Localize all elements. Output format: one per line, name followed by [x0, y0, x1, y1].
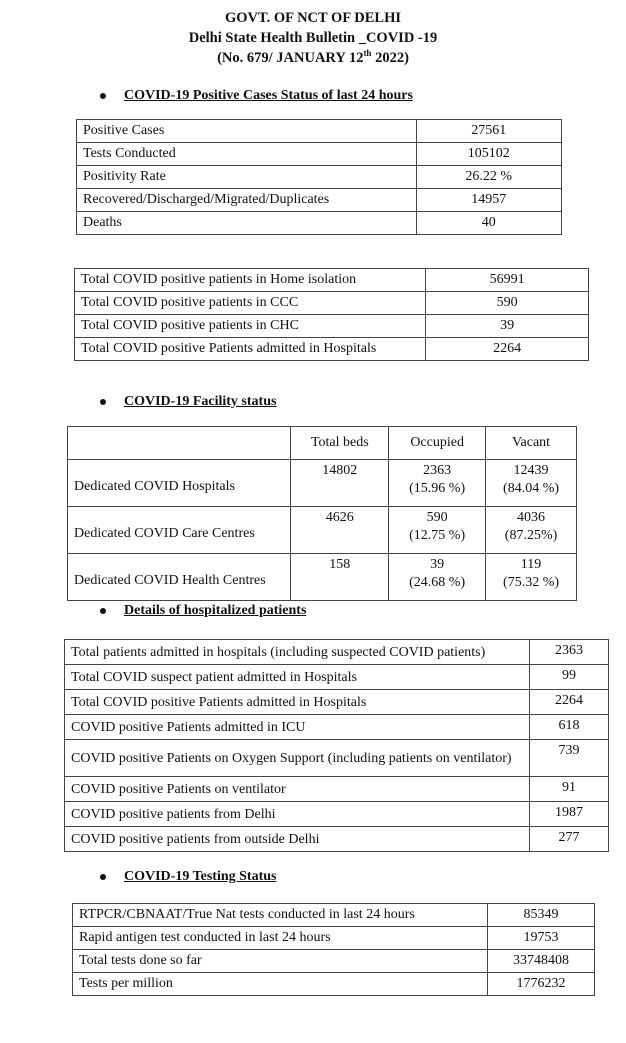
- section-hospitalized-heading: Details of hospitalized patients: [100, 603, 306, 619]
- table-row: Rapid antigen test conducted in last 24 hours 19753: [73, 927, 595, 950]
- table-row: Recovered/Discharged/Migrated/Duplicates 14957: [77, 189, 562, 212]
- table-row: COVID positive Patients on ventilator 91: [65, 777, 609, 802]
- bulletin-header: [0, 8, 626, 68]
- header-bulletin-number: (No. 679/ JANUARY 12th 2022): [217, 48, 409, 66]
- table-row: Total COVID suspect patient admitted in Hospitals 99: [65, 665, 609, 690]
- section-testing-heading: COVID-19 Testing Status: [100, 869, 276, 885]
- table-row: Positive Cases 27561: [77, 120, 562, 143]
- column-header: Occupied: [389, 427, 486, 460]
- table-header-row: [68, 427, 577, 460]
- section-positive-cases-heading: COVID-19 Positive Cases Status of last 24 hours: [100, 88, 413, 104]
- table-row: Dedicated COVID Health Centres 158 39 (24.68 %) 119 (75.32 %): [68, 554, 577, 601]
- header-govt: GOVT. OF NCT OF DELHI: [224, 10, 402, 26]
- hospitalized-patients-table: [64, 639, 609, 852]
- table-row: Deaths 40: [77, 212, 562, 235]
- table-row: COVID positive Patients on Oxygen Support (including patients on ventilator) 739: [65, 740, 609, 777]
- table-row: Dedicated COVID Hospitals 14802 2363 (15.96 %) 12439 (84.04 %): [68, 460, 577, 507]
- table-row: Tests per million 1776232: [73, 973, 595, 996]
- table-row: Total tests done so far 33748408: [73, 950, 595, 973]
- bullet-icon: [100, 93, 106, 99]
- table-row: RTPCR/CBNAAT/True Nat tests conducted in last 24 hours 85349: [73, 904, 595, 927]
- bullet-icon: [100, 874, 106, 880]
- table-row: COVID positive patients from Delhi 1987: [65, 802, 609, 827]
- table-row: Dedicated COVID Care Centres 4626 590 (12.75 %) 4036 (87.25%): [68, 507, 577, 554]
- table-row: Total COVID positive patients in CCC 590: [75, 292, 589, 315]
- table-row: Total COVID positive patients in CHC 39: [75, 315, 589, 338]
- table-row: Total COVID positive patients in Home isolation 56991: [75, 269, 589, 292]
- column-header: Vacant: [486, 427, 577, 460]
- bullet-icon: [100, 399, 106, 405]
- positive-cases-table: [76, 119, 562, 235]
- table-row: COVID positive patients from outside Delhi 277: [65, 827, 609, 852]
- table-row: Positivity Rate 26.22 %: [77, 166, 562, 189]
- section-facility-heading: COVID-19 Facility status: [100, 394, 276, 410]
- header-bulletin-title: Delhi State Health Bulletin _COVID -19: [188, 30, 438, 46]
- bullet-icon: [100, 608, 106, 614]
- facility-status-table: [67, 426, 577, 601]
- table-row: Total COVID positive Patients admitted in Hospitals 2264: [75, 338, 589, 361]
- isolation-table: [74, 268, 589, 361]
- column-header-empty: [68, 427, 291, 460]
- table-row: Total patients admitted in hospitals (including suspected COVID patients) 2363: [65, 640, 609, 665]
- table-row: Tests Conducted 105102: [77, 143, 562, 166]
- column-header: Total beds: [291, 427, 389, 460]
- table-row: COVID positive Patients admitted in ICU 618: [65, 715, 609, 740]
- table-row: Total COVID positive Patients admitted in Hospitals 2264: [65, 690, 609, 715]
- testing-status-table: [72, 903, 595, 996]
